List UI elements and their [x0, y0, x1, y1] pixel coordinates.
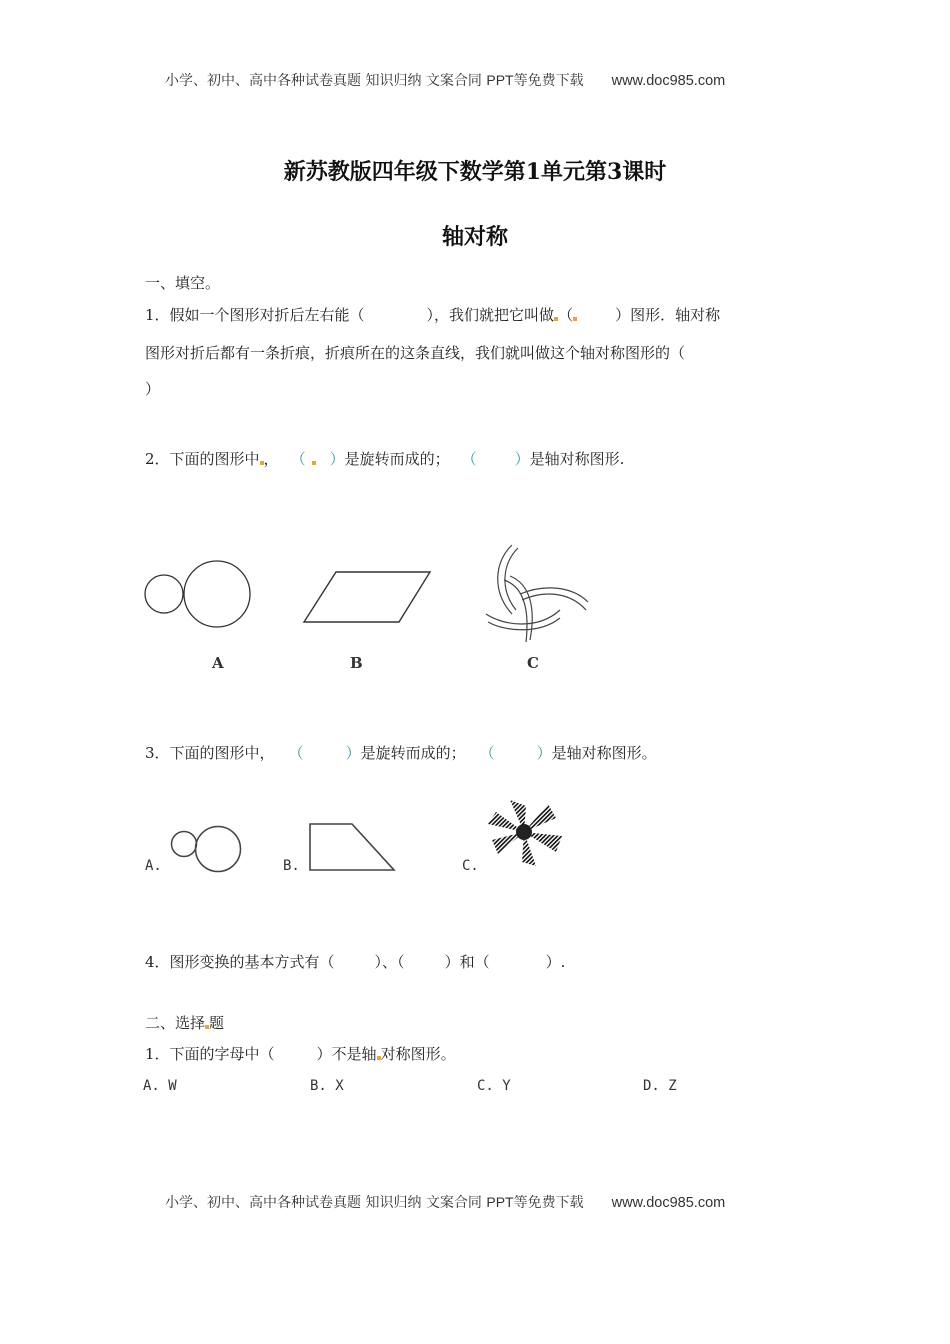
header-ppt: PPT [486, 72, 514, 88]
q2-text: 是轴对称图形. [529, 450, 625, 468]
q4-text: ）、（ [374, 953, 405, 971]
q4-text: ）. [545, 953, 566, 971]
paren-close: ） [536, 744, 552, 762]
page-header [165, 70, 725, 90]
q1-text: ），我们就把它叫做 [426, 306, 555, 324]
question-1-line1 [145, 304, 720, 325]
option-a[interactable]: A. W [143, 1078, 177, 1094]
cq1-text: 对称图形。 [380, 1045, 456, 1063]
paren-open: （ [479, 744, 495, 762]
paren-close: ） [329, 450, 345, 468]
figure-label-a: A. [145, 858, 162, 874]
question-1-line3: ） [145, 380, 161, 398]
question-2 [145, 448, 624, 469]
paren-open: （ [288, 744, 304, 762]
q2-text: 是旋转而成的； [344, 450, 450, 468]
paren-close: ） [345, 744, 361, 762]
option-b[interactable]: B. X [310, 1078, 344, 1094]
figure-two-circles [140, 560, 260, 640]
section2-heading [145, 1012, 224, 1033]
q1-text: （ [558, 306, 574, 324]
paren-close: ） [514, 450, 530, 468]
footer-url[interactable]: www.doc985.com [611, 1195, 726, 1211]
q2-text: ， [263, 450, 279, 468]
paren-open: （ [290, 450, 306, 468]
question-4 [145, 951, 565, 972]
figure-two-circles-small [170, 825, 245, 875]
cq1-text: 1．下面的字母中（ [145, 1045, 275, 1063]
figure-label-b: B. [283, 858, 300, 874]
section2-heading-text: 二、选择 [145, 1014, 206, 1032]
option-d[interactable]: D. Z [643, 1078, 677, 1094]
section1-heading: 一、填空。 [145, 274, 221, 292]
paren-open: （ [461, 450, 477, 468]
cq1-text: ）不是轴 [316, 1045, 377, 1063]
q1-text: 1．假如一个图形对折后左右能（ [145, 306, 365, 324]
section2-heading-text: 题 [209, 1014, 225, 1032]
q1-text: ）图形．轴对称 [615, 306, 721, 324]
footer-text2: 等免费下载 [513, 1195, 584, 1211]
mark-dot [312, 461, 316, 465]
page-footer [165, 1192, 725, 1212]
q3-text: 是旋转而成的； [360, 744, 466, 762]
header-url[interactable]: www.doc985.com [611, 73, 726, 89]
figure-parallelogram [300, 568, 435, 628]
figure-label-a: A [212, 654, 224, 672]
question-1-line2: 图形对折后都有一条折痕，折痕所在的这条直线，我们就叫做这个轴对称图形的（ [145, 344, 686, 362]
option-c[interactable]: C. Y [477, 1078, 511, 1094]
footer-text: 小学、初中、高中各种试卷真题 知识归纳 文案合同 [165, 1195, 487, 1211]
q3-text: 是轴对称图形。 [551, 744, 657, 762]
figure-label-b: B [350, 654, 363, 672]
figure-right-trapezoid [308, 822, 398, 874]
figure-pinwheel-curves [482, 542, 597, 647]
question-3 [145, 742, 657, 763]
header-text: 小学、初中、高中各种试卷真题 知识归纳 文案合同 [165, 73, 487, 89]
figure-label-c: C [527, 654, 539, 672]
q4-text: ）和（ [444, 953, 490, 971]
figure-label-c: C. [462, 858, 479, 874]
mark-dot [573, 317, 577, 321]
q4-text: 4．图形变换的基本方式有（ [145, 953, 335, 971]
header-text2: 等免费下载 [513, 73, 584, 89]
figure-hatched-star [486, 796, 566, 868]
choice-question-1 [145, 1043, 456, 1064]
q2-text: 2．下面的图形中 [145, 450, 260, 468]
q3-text: 3．下面的图形中， [145, 744, 275, 762]
document-subtitle: 轴对称 [441, 224, 508, 250]
footer-ppt: PPT [486, 1194, 514, 1210]
document-title: 新苏教版四年级下数学第1单元第3课时 [283, 159, 667, 185]
